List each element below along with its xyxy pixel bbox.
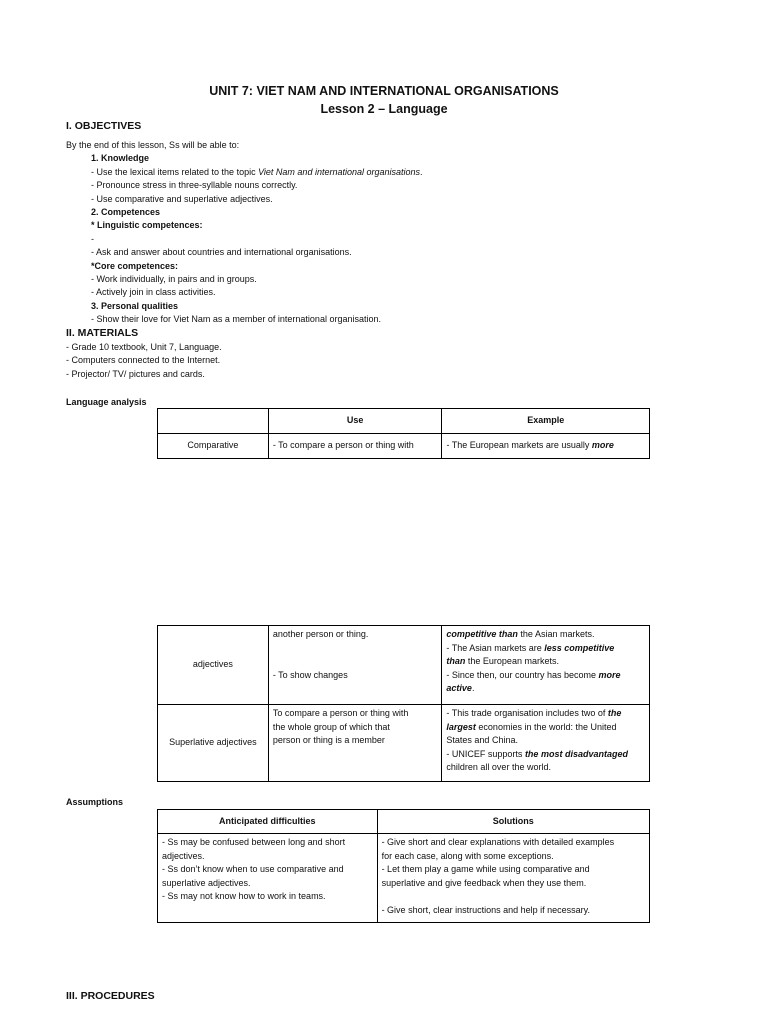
lesson-subtitle: Lesson 2 – Language: [320, 102, 448, 116]
table-cell: - The European markets are usually more: [442, 434, 650, 459]
materials-item: - Projector/ TV/ pictures and cards.: [66, 368, 205, 379]
table-cell: competitive than the Asian markets. - The Asian markets are less competitive than the European markets. - Since then, our country has become more active.: [442, 626, 650, 705]
core-item: - Work individually, in pairs and in groups.: [91, 274, 257, 285]
materials-list: [66, 341, 222, 381]
solutions-column-header: Solutions: [377, 810, 649, 834]
objectives-heading: I. OBJECTIVES: [66, 120, 142, 132]
assumptions-table: [157, 809, 650, 923]
document-title: UNIT 7: VIET NAM AND INTERNATIONAL ORGANISATIONS: [209, 84, 559, 98]
table-cell: To compare a person or thing with the whole group of which that person or thing is a member: [268, 705, 442, 782]
table-row: [158, 705, 650, 782]
language-analysis-table-continued: [157, 625, 650, 782]
difficulties-column-header: Anticipated difficulties: [158, 810, 378, 834]
table-cell: - This trade organisation includes two of the largest economies in the world: the United States and China. - UNICEF supports the most disadvantaged children all over the world.: [442, 705, 650, 782]
language-analysis-label: Language analysis: [66, 397, 147, 407]
example-column-header: Example: [442, 409, 650, 434]
language-analysis-table: [157, 408, 650, 459]
empty-header-cell: [158, 409, 269, 434]
linguistic-item: - Ask and answer about countries and international organisations.: [91, 247, 352, 258]
table-cell: - Give short and clear explanations with detailed examples for each case, along with some exceptions. - Let them play a game while using comparative and superlative and give feedback when they use them. - Give short, clear instructions and help if necessary.: [377, 834, 649, 923]
qualities-title: 3. Personal qualities: [91, 300, 179, 311]
knowledge-title: 1. Knowledge: [91, 153, 150, 164]
competences-title: 2. Competences: [91, 207, 161, 218]
table-row: [158, 626, 650, 705]
linguistic-item: -: [91, 233, 94, 244]
table-cell: another person or thing. - To show changes: [268, 626, 442, 705]
table-cell: - To compare a person or thing with: [268, 434, 442, 459]
objectives-intro: By the end of this lesson, Ss will be able to:: [66, 140, 240, 150]
table-cell: adjectives: [158, 626, 269, 705]
qualities-item: - Show their love for Viet Nam as a member of international organisation.: [91, 314, 381, 325]
core-title: *Core competences:: [91, 260, 179, 271]
table-cell: - Ss may be confused between long and short adjectives. - Ss don’t know when to use comparative and superlative adjectives. - Ss may not know how to work in teams.: [158, 834, 378, 923]
table-row: [158, 834, 650, 923]
table-cell: Comparative: [158, 434, 269, 459]
knowledge-item: - Use comparative and superlative adjectives.: [91, 193, 273, 204]
materials-item: - Computers connected to the Internet.: [66, 355, 221, 366]
use-column-header: Use: [268, 409, 442, 434]
objectives-list: [66, 152, 423, 326]
core-item: - Actively join in class activities.: [91, 287, 216, 298]
materials-heading: II. MATERIALS: [66, 327, 139, 339]
materials-item: - Grade 10 textbook, Unit 7, Language.: [66, 342, 222, 352]
linguistic-title: * Linguistic competences:: [91, 220, 203, 231]
table-row: [158, 434, 650, 459]
table-cell: Superlative adjectives: [158, 705, 269, 782]
procedures-heading: III. PROCEDURES: [66, 990, 155, 1002]
assumptions-label: Assumptions: [66, 797, 124, 807]
objectives-body: [66, 139, 423, 327]
knowledge-item: - Pronounce stress in three-syllable nouns correctly.: [91, 180, 298, 191]
knowledge-item: - Use the lexical items related to the topic Viet Nam and international organisations.: [91, 166, 423, 177]
